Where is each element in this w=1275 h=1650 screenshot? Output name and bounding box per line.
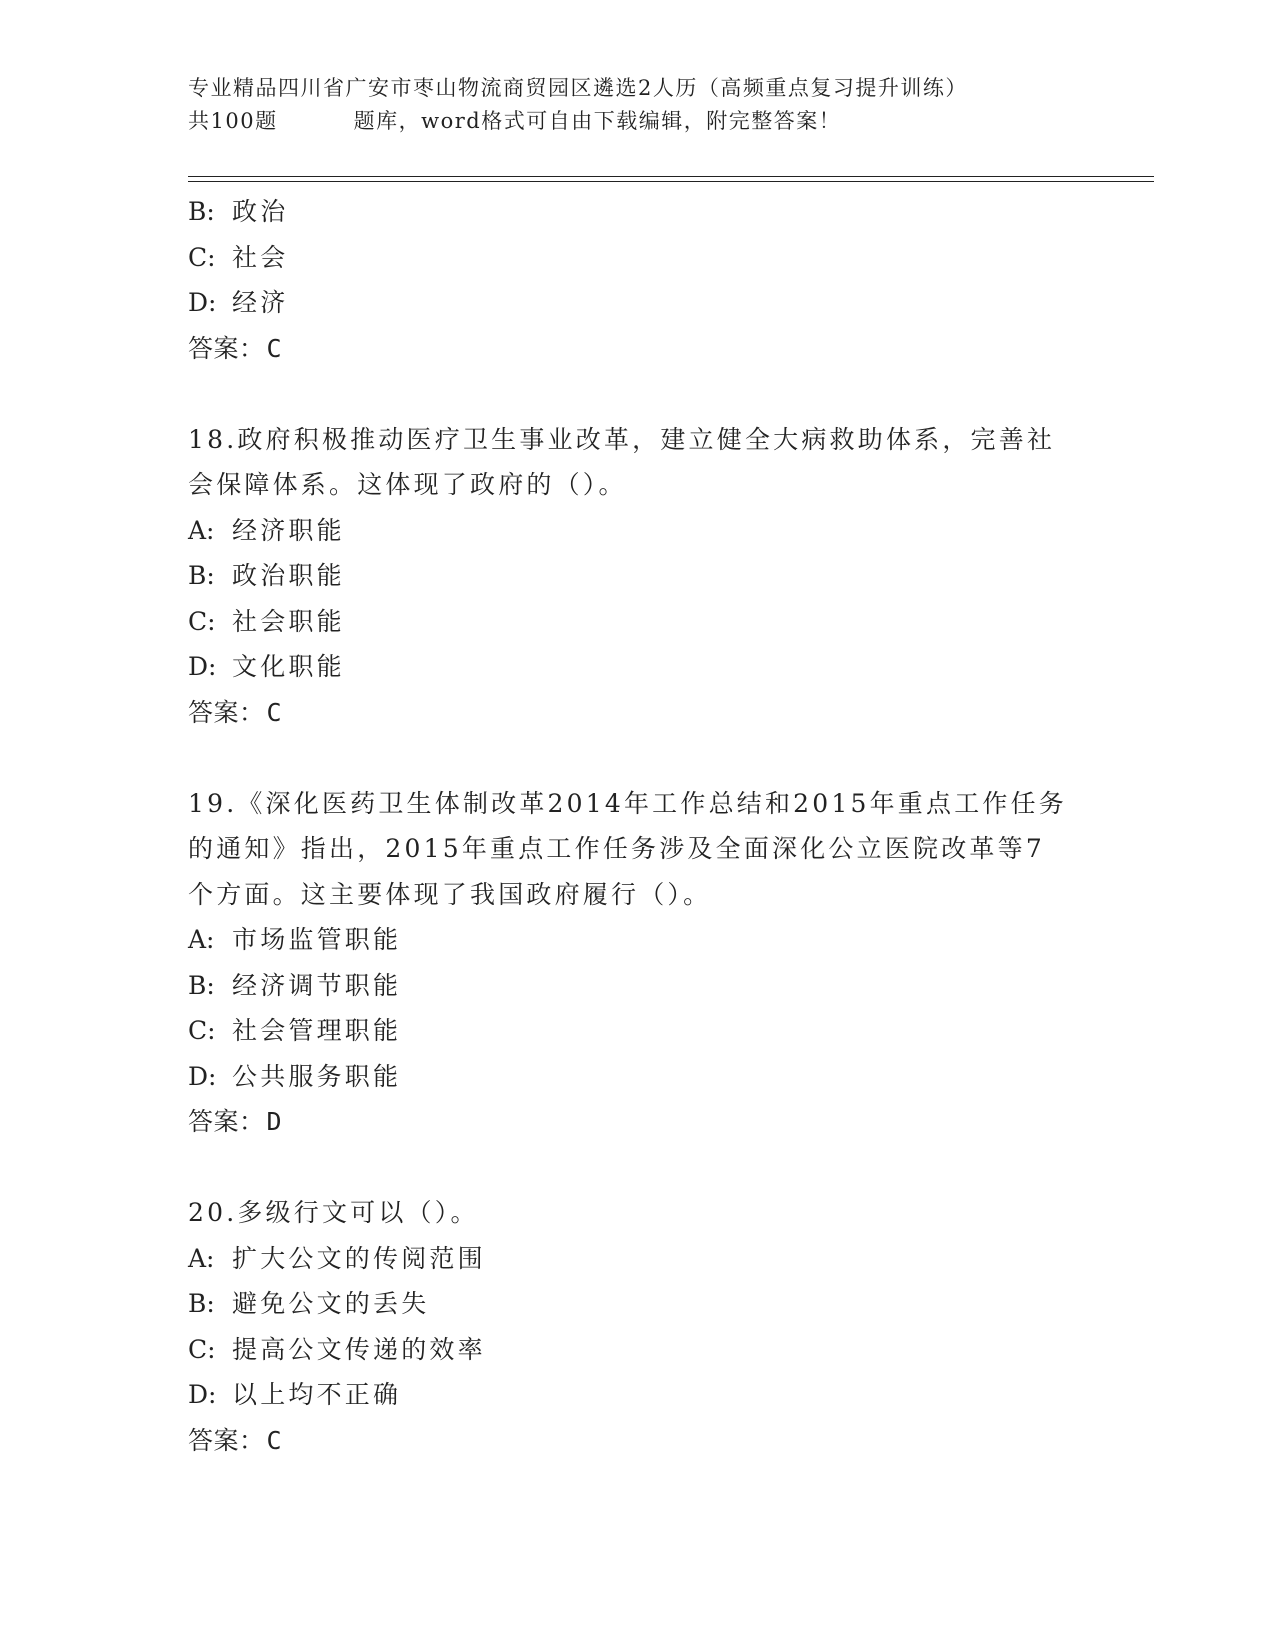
answer-value: C bbox=[266, 333, 283, 363]
stem-line: 多级行文可以（）。 bbox=[237, 1198, 479, 1227]
header-title: 专业精品四川省广安市枣山物流商贸园区遴选2人历（高频重点复习提升训练） bbox=[188, 76, 968, 100]
answer-value: D bbox=[266, 1107, 283, 1136]
stem-line: 的通知》指出，2015年重点工作任务涉及全面深化公立医院改革等7 bbox=[188, 834, 1045, 863]
question-18 bbox=[188, 417, 1088, 736]
option-text: 经济职能 bbox=[232, 515, 345, 545]
option-c bbox=[188, 1008, 1088, 1054]
question-stem bbox=[188, 781, 1078, 918]
option-text: 公共服务职能 bbox=[232, 1061, 402, 1091]
question-stem bbox=[188, 1190, 1078, 1236]
option-text: 以上均不正确 bbox=[232, 1380, 402, 1409]
option-text: 社会 bbox=[232, 242, 289, 272]
option-key: B: bbox=[188, 1289, 215, 1318]
option-text: 政治职能 bbox=[232, 561, 345, 590]
option-key: D: bbox=[188, 288, 217, 317]
question-number: 18. bbox=[188, 424, 238, 454]
option-key: C: bbox=[188, 1016, 216, 1045]
question-19 bbox=[188, 781, 1088, 1145]
option-key: B: bbox=[188, 970, 215, 1000]
option-a bbox=[188, 917, 1088, 963]
option-text: 经济调节职能 bbox=[232, 970, 402, 1000]
question-20 bbox=[188, 1190, 1088, 1463]
question-stem bbox=[188, 417, 1078, 508]
answer-line bbox=[188, 690, 1088, 736]
option-d bbox=[188, 1372, 1088, 1418]
option-key: D: bbox=[188, 1061, 217, 1091]
option-key: A: bbox=[188, 1243, 215, 1273]
header-description: 题库，word格式可自由下载编辑，附完整答案！ bbox=[353, 109, 842, 133]
option-b bbox=[188, 553, 1088, 599]
answer-line bbox=[188, 326, 1088, 372]
option-d bbox=[188, 1054, 1088, 1100]
document-body bbox=[188, 189, 1088, 1463]
answer-line bbox=[188, 1099, 1088, 1145]
option-key: D: bbox=[188, 1380, 217, 1409]
option-b bbox=[188, 963, 1088, 1009]
header-divider-top bbox=[188, 176, 1154, 177]
answer-line bbox=[188, 1418, 1088, 1464]
option-key: C: bbox=[188, 606, 216, 636]
option-c bbox=[188, 235, 1088, 281]
option-c bbox=[188, 1327, 1088, 1373]
header-subtitle bbox=[188, 105, 1148, 138]
option-text: 经济 bbox=[232, 288, 289, 317]
option-key: B: bbox=[188, 197, 215, 226]
stem-line: 政府积极推动医疗卫生事业改革，建立健全大病救助体系，完善社 bbox=[237, 424, 1056, 454]
option-text: 市场监管职能 bbox=[232, 925, 402, 954]
option-text: 文化职能 bbox=[232, 652, 345, 681]
option-key: C: bbox=[188, 1334, 216, 1364]
option-b bbox=[188, 1281, 1088, 1327]
option-d bbox=[188, 280, 1088, 326]
answer-value: C bbox=[266, 697, 283, 727]
option-a bbox=[188, 1236, 1088, 1282]
answer-label: 答案： bbox=[188, 333, 265, 363]
option-text: 社会职能 bbox=[232, 606, 345, 636]
option-text: 避免公文的丢失 bbox=[232, 1289, 430, 1318]
answer-value: C bbox=[266, 1425, 283, 1455]
option-b bbox=[188, 189, 1088, 235]
option-key: C: bbox=[188, 242, 216, 272]
option-text: 社会管理职能 bbox=[232, 1016, 402, 1045]
option-d bbox=[188, 644, 1088, 690]
stem-line: 《深化医药卫生体制改革2014年工作总结和2015年重点工作任务 bbox=[237, 788, 1068, 818]
option-text: 扩大公文的传阅范围 bbox=[232, 1243, 486, 1273]
question-number: 20. bbox=[188, 1198, 238, 1227]
stem-line: 个方面。这主要体现了我国政府履行（）。 bbox=[188, 879, 712, 909]
option-c bbox=[188, 599, 1088, 645]
option-text: 提高公文传递的效率 bbox=[232, 1334, 486, 1364]
option-key: A: bbox=[188, 925, 215, 954]
option-key: B: bbox=[188, 561, 215, 590]
answer-label: 答案： bbox=[188, 697, 265, 727]
stem-line: 会保障体系。这体现了政府的（）。 bbox=[188, 470, 627, 499]
option-text: 政治 bbox=[232, 197, 289, 226]
header-question-count: 共100题 bbox=[188, 109, 278, 133]
answer-label: 答案： bbox=[188, 1425, 265, 1455]
option-a bbox=[188, 508, 1088, 554]
option-key: D: bbox=[188, 652, 217, 681]
question-number: 19. bbox=[188, 788, 238, 818]
continued-question bbox=[188, 189, 1088, 371]
answer-label: 答案： bbox=[188, 1107, 265, 1136]
header-divider-bottom bbox=[188, 181, 1154, 182]
page-header bbox=[188, 72, 1148, 138]
option-key: A: bbox=[188, 515, 215, 545]
